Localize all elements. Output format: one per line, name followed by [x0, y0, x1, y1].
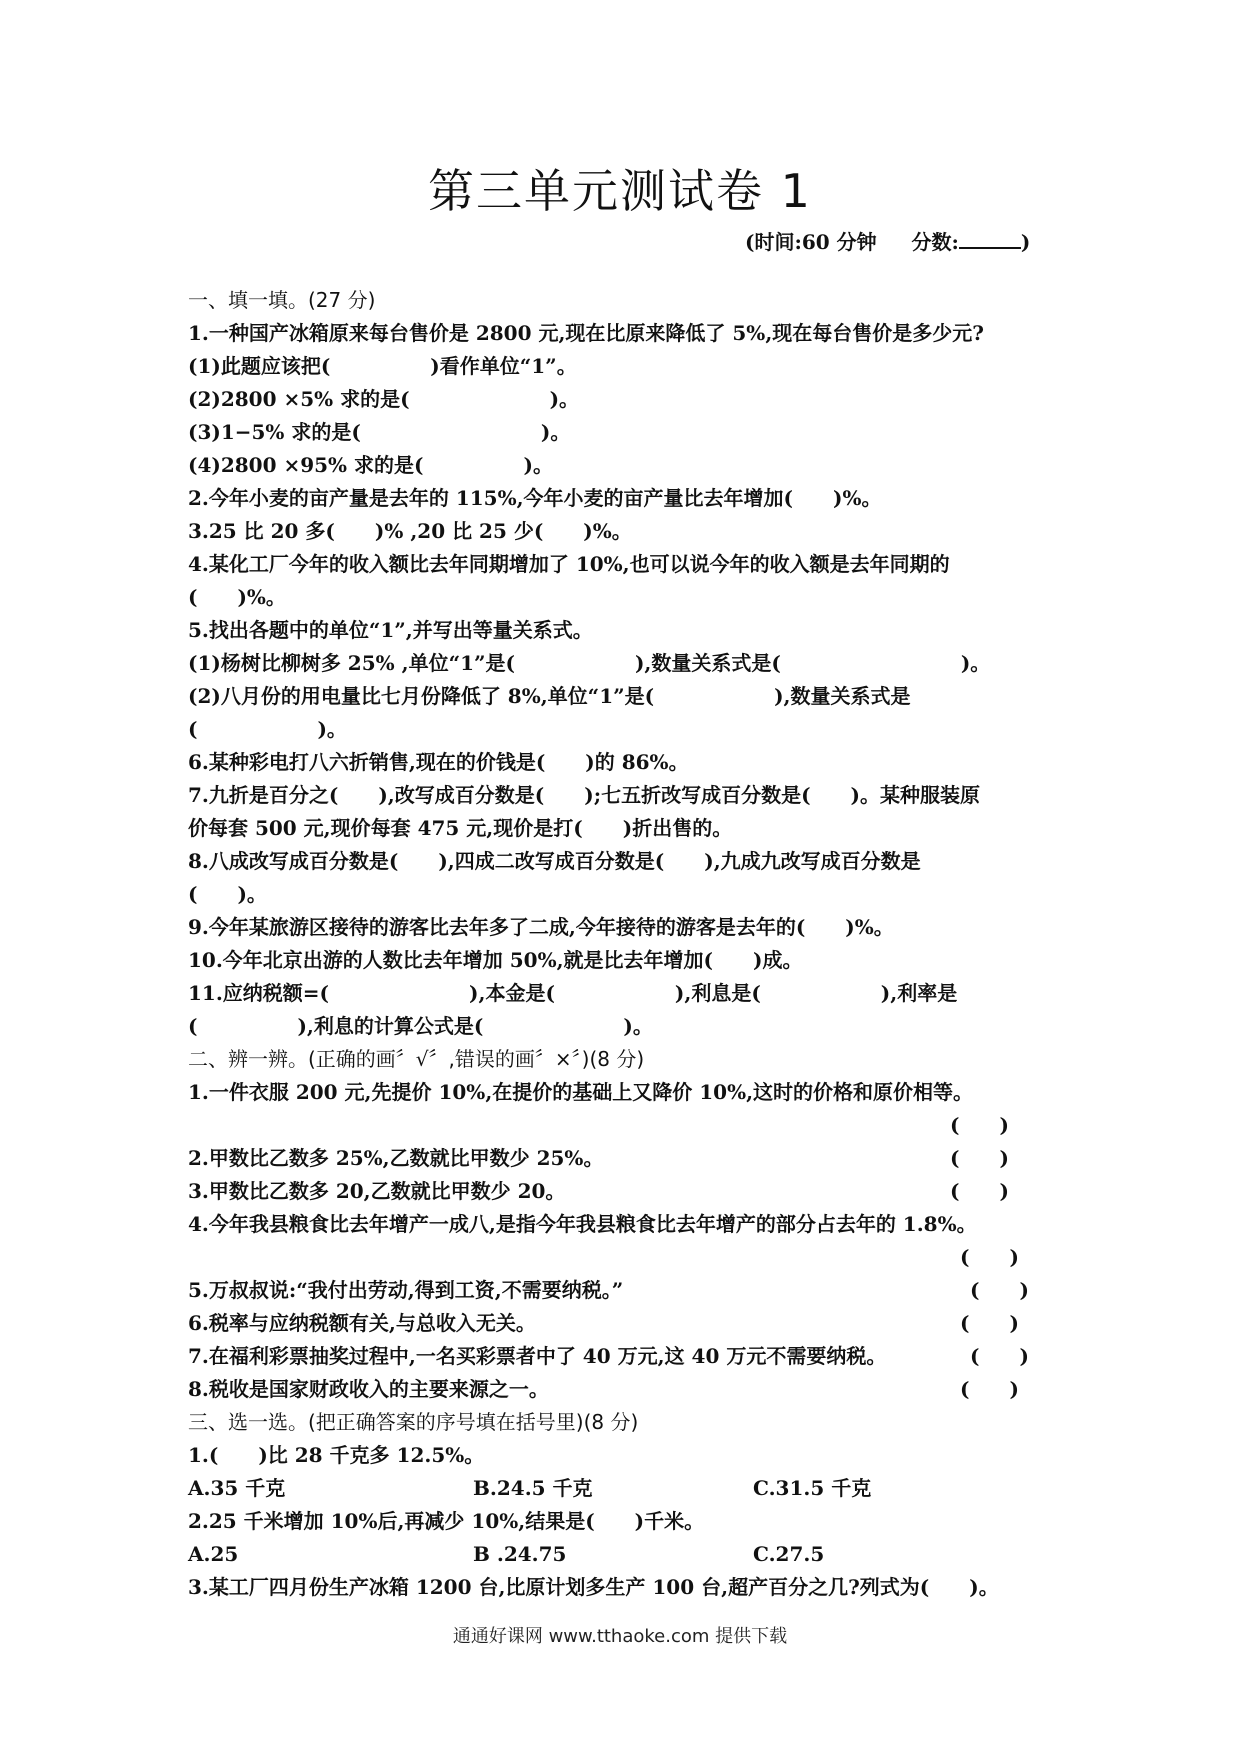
- judge-item: [188, 1340, 1068, 1373]
- question-line: 价每套 500 元,现价每套 475 元,现价是打( )折出售的。: [188, 816, 733, 840]
- judge-item: [188, 1175, 1068, 1208]
- judge-text: 5.万叔叔说:“我付出劳动,得到工资,不需要纳税。”: [188, 1278, 624, 1302]
- page-footer: 通通好课网 www.tthaoke.com 提供下载: [452, 1626, 788, 1647]
- question-line: (1)杨树比柳树多 25% ,单位“1”是( ),数量关系式是( )。: [188, 651, 991, 675]
- judge-item: [188, 1241, 1068, 1274]
- judge-item: [188, 1307, 1068, 1340]
- question-line: ( ),利息的计算公式是( )。: [188, 1014, 653, 1038]
- option-a: A.35 千克: [188, 1476, 286, 1500]
- question-line: 11.应纳税额=( ),本金是( ),利息是( ),利率是: [188, 981, 958, 1005]
- question-line: 6.某种彩电打八六折销售,现在的价钱是( )的 86%。: [188, 750, 689, 774]
- choice-options: [188, 1538, 1068, 1571]
- choice-question: 3.某工厂四月份生产冰箱 1200 台,比原计划多生产 100 台,超产百分之几?列式为( )。: [188, 1575, 999, 1599]
- option-c: C.31.5 千克: [753, 1476, 872, 1500]
- question-line: 1.一种国产冰箱原来每台售价是 2800 元,现在比原来降低了 5%,现在每台售价是多少元?: [188, 321, 984, 345]
- question-line: 3.25 比 20 多( )% ,20 比 25 少( )%。: [188, 519, 632, 543]
- question-line: (2)2800 ×5% 求的是( )。: [188, 387, 580, 411]
- answer-paren: ( ): [950, 1179, 1009, 1203]
- answer-paren: ( ): [960, 1245, 1019, 1269]
- question-line: 9.今年某旅游区接待的游客比去年多了二成,今年接待的游客是去年的( )%。: [188, 915, 894, 939]
- question-line: 7.九折是百分之( ),改写成百分数是( );七五折改写成百分数是( )。某种服装原: [188, 783, 981, 807]
- time-label: (时间:60 分钟: [745, 230, 877, 254]
- answer-paren: ( ): [970, 1278, 1029, 1302]
- option-a: A.25: [188, 1542, 239, 1566]
- score-blank: [959, 229, 1021, 249]
- choice-question: 2.25 千米增加 10%后,再减少 10%,结果是( )千米。: [188, 1509, 705, 1533]
- answer-paren: ( ): [950, 1146, 1009, 1170]
- exam-meta: [745, 226, 1030, 255]
- question-line: (1)此题应该把( )看作单位“1”。: [188, 354, 577, 378]
- meta-close: ): [1020, 230, 1031, 254]
- option-b: B.24.5 千克: [473, 1476, 593, 1500]
- score-label: 分数:: [911, 230, 959, 254]
- judge-item: [188, 1208, 1068, 1241]
- judge-item: [188, 1274, 1068, 1307]
- choice-options: [188, 1472, 1068, 1505]
- question-line: 1.一件衣服 200 元,先提价 10%,在提价的基础上又降价 10%,这时的价格和原价相等。: [188, 1080, 974, 1104]
- answer-paren: ( ): [950, 1113, 1009, 1137]
- section-heading-1: 一、填一填。(27 分): [188, 288, 376, 312]
- answer-paren: ( ): [960, 1311, 1019, 1335]
- question-line: 5.找出各题中的单位“1”,并写出等量关系式。: [188, 618, 593, 642]
- question-line: ( )。: [188, 717, 347, 741]
- judge-text: 7.在福利彩票抽奖过程中,一名买彩票者中了 40 万元,这 40 万元不需要纳税。: [188, 1344, 887, 1368]
- judge-text: 2.甲数比乙数多 25%,乙数就比甲数少 25%。: [188, 1146, 604, 1170]
- judge-text: 3.甲数比乙数多 20,乙数就比甲数少 20。: [188, 1179, 566, 1203]
- answer-paren: ( ): [960, 1377, 1019, 1401]
- question-line: (2)八月份的用电量比七月份降低了 8%,单位“1”是( ),数量关系式是: [188, 684, 911, 708]
- option-b: B .24.75: [473, 1542, 567, 1566]
- question-line: 8.八成改写成百分数是( ),四成二改写成百分数是( ),九成九改写成百分数是: [188, 849, 921, 873]
- question-line: (3)1−5% 求的是( )。: [188, 420, 571, 444]
- judge-text: 6.税率与应纳税额有关,与总收入无关。: [188, 1311, 536, 1335]
- judge-item: [188, 1142, 1068, 1175]
- question-line: 4.某化工厂今年的收入额比去年同期增加了 10%,也可以说今年的收入额是去年同期的: [188, 552, 950, 576]
- judge-item: [188, 1373, 1068, 1406]
- question-line: ( )%。: [188, 585, 286, 609]
- exam-content: [188, 284, 1068, 1604]
- section-heading-3: 三、选一选。(把正确答案的序号填在括号里)(8 分): [188, 1410, 639, 1434]
- page-title: 第三单元测试卷 1: [428, 164, 812, 218]
- choice-question: 1.( )比 28 千克多 12.5%。: [188, 1443, 485, 1467]
- judge-text: 8.税收是国家财政收入的主要来源之一。: [188, 1377, 549, 1401]
- answer-paren: ( ): [970, 1344, 1029, 1368]
- question-line: 2.今年小麦的亩产量是去年的 115%,今年小麦的亩产量比去年增加( )%。: [188, 486, 882, 510]
- question-line: ( )。: [188, 882, 267, 906]
- section-heading-2: 二、辨一辨。(正确的画〞√〞,错误的画〞×〞)(8 分): [188, 1047, 645, 1071]
- option-c: C.27.5: [753, 1542, 825, 1566]
- judge-item: [188, 1109, 1068, 1142]
- judge-text: 4.今年我县粮食比去年增产一成八,是指今年我县粮食比去年增产的部分占去年的 1.8%。: [188, 1212, 977, 1236]
- question-line: 10.今年北京出游的人数比去年增加 50%,就是比去年增加( )成。: [188, 948, 803, 972]
- question-line: (4)2800 ×95% 求的是( )。: [188, 453, 553, 477]
